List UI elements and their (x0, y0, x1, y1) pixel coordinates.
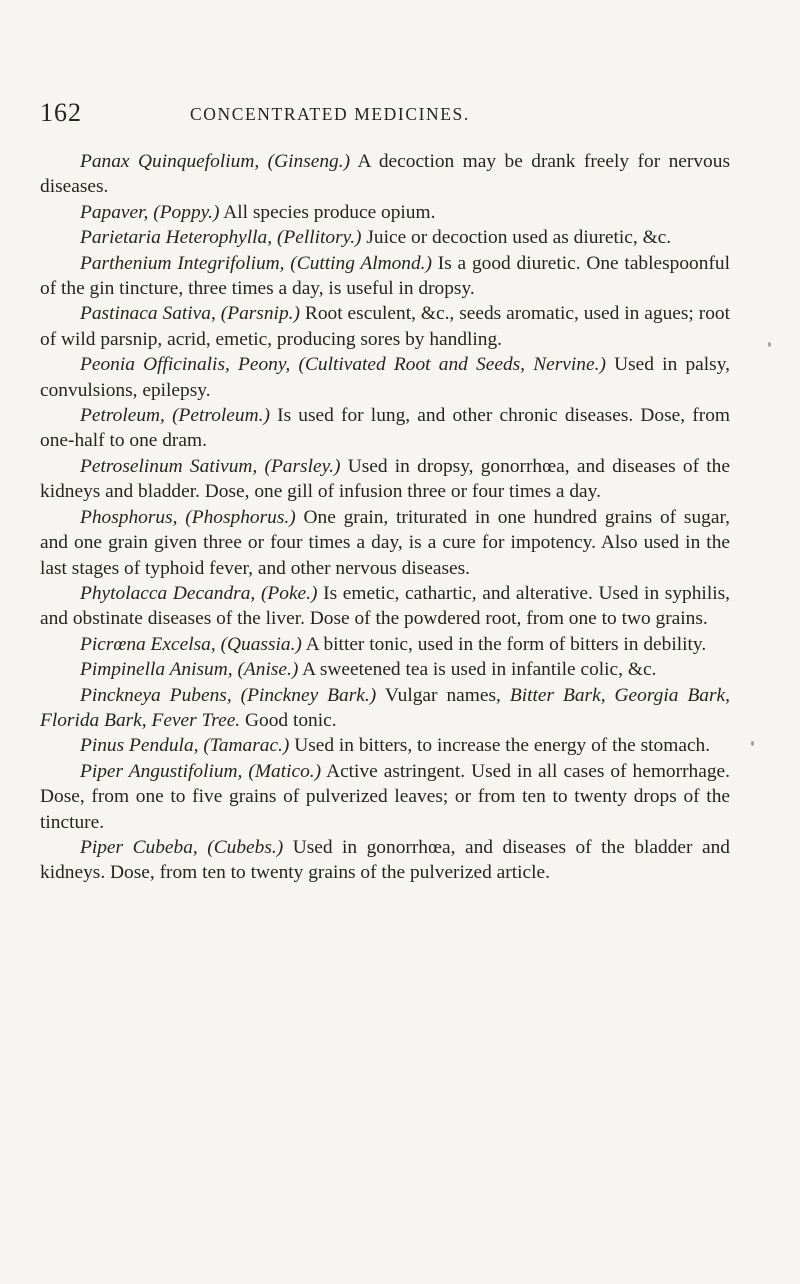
botanical-name: Piper Angustifolium, (80, 760, 243, 782)
botanical-name: Picrœna Excelsa, (80, 633, 216, 655)
common-name: (Parsnip.) (220, 303, 300, 325)
entry-text: Used in dropsy, gonorrhœa, and diseases of the kidneys and bladder. Dose, one gill of infusion three or four times a day. (40, 455, 730, 503)
ink-speck (768, 342, 771, 347)
botanical-name: Pastinaca Sativa, (80, 303, 216, 325)
running-head (0, 98, 800, 134)
botanical-name: Petroleum, (80, 405, 165, 427)
entry-text: Root esculent, &c., seeds aromatic, used in agues; root of wild parsnip, acrid, emetic, producing sores by handling. (40, 303, 730, 350)
botanical-name: Peonia Officinalis, Peony, (80, 354, 291, 376)
vulgar-names: Bitter Bark, Georgia Bark, Florida Bark, Fever Tree. (40, 684, 730, 731)
entry-text: Is used for lung, and other chronic diseases. Dose, from one-half to one dram. (40, 405, 730, 452)
botanical-name: Piper Cubeba, (80, 836, 198, 858)
entry-piper-angustifolium (40, 759, 730, 835)
entry-text: Used in bitters, to increase the energy of the stomach. (294, 735, 711, 757)
botanical-name: Phosphorus, (80, 506, 178, 528)
botanical-name: Pinckneya Pubens, (80, 684, 232, 706)
botanical-name: Pimpinella Anisum, (80, 659, 233, 681)
entry-text: A decoction may be drank freely for nervous diseases. (40, 151, 730, 198)
botanical-name: Papaver, (80, 201, 149, 223)
entry-text: Is emetic, cathartic, and alterative. Used in syphilis, and obstinate diseases of the liver. Dose of the powdered root, from one to two grains. (40, 582, 730, 630)
common-name: (Ginseng.) (267, 151, 351, 172)
common-name: (Petroleum.) (172, 405, 270, 427)
common-name: (Tamarac.) (203, 735, 290, 757)
entry-phytolacca (40, 581, 730, 632)
running-head-title: CONCENTRATED MEDICINES. (190, 104, 470, 124)
entry-text: Is a good diuretic. One tablespoonful of the gin tincture, three times a day, is useful in dropsy. (40, 252, 730, 300)
entry-picraena (40, 632, 730, 657)
common-name: (Cultivated Root and Seeds, Nervine.) (298, 354, 606, 376)
page-number: 162 (40, 98, 82, 127)
common-name: (Poppy.) (153, 201, 220, 223)
entry-text: Used in palsy, convulsions, epilepsy. (40, 354, 730, 401)
common-name: (Pinckney Bark.) (240, 684, 377, 706)
common-name: (Pellitory.) (276, 227, 362, 249)
entry-petroselinum (40, 454, 730, 505)
entry-text: A sweetened tea is used in infantile colic, &c. (302, 659, 657, 681)
botanical-name: Parthenium Integrifolium, (80, 252, 285, 274)
entry-text: Juice or decoction used as diuretic, &c. (366, 227, 672, 249)
entry-pinckneya (40, 683, 730, 734)
common-name: (Parsley.) (264, 455, 341, 477)
entry-pimpinella (40, 657, 730, 682)
botanical-name: Petroselinum Sativum, (80, 455, 258, 477)
entry-text-tail: Good tonic. (245, 709, 337, 731)
entry-panax (40, 149, 730, 200)
common-name: (Phosphorus.) (185, 506, 296, 528)
common-name: (Matico.) (248, 760, 322, 782)
entry-text: Vulgar names, (384, 684, 501, 706)
entry-text: Used in gonorrhœa, and diseases of the bladder and kidneys. Dose, from ten to twenty grains of the pulverized article. (40, 836, 730, 884)
entry-peonia (40, 352, 730, 403)
botanical-name: Pinus Pendula, (80, 735, 199, 757)
entry-parietaria (40, 225, 730, 250)
common-name: (Quassia.) (220, 633, 302, 655)
entry-petroleum (40, 403, 730, 454)
entry-parthenium (40, 251, 730, 302)
entry-piper-cubeba (40, 835, 730, 886)
entry-text: A bitter tonic, used in the form of bitters in debility. (305, 633, 707, 655)
common-name: (Anise.) (237, 659, 299, 681)
botanical-name: Panax Quinquefolium, (80, 151, 260, 172)
entry-phosphorus (40, 505, 730, 581)
entry-text: One grain, triturated in one hundred grains of sugar, and one grain given three or four times a day, is a cure for impotency. Also used in the last stages of typhoid fever, and other nervous diseases. (40, 506, 730, 579)
entry-text: All species produce opium. (223, 201, 436, 223)
entry-text: Active astringent. Used in all cases of hemorrhage. Dose, from one to five grains of pulverized leaves; or from ten to twenty drops of the tincture. (40, 760, 730, 833)
materia-medica-entries (40, 149, 730, 886)
common-name: (Poke.) (260, 582, 318, 604)
botanical-name: Phytolacca Decandra, (80, 582, 256, 604)
entry-pinus (40, 733, 730, 758)
common-name: (Cubebs.) (207, 836, 284, 858)
ink-speck (751, 741, 754, 746)
common-name: (Cutting Almond.) (290, 252, 432, 274)
botanical-name: Parietaria Heterophylla, (80, 227, 273, 249)
entry-papaver (40, 200, 730, 225)
entry-pastinaca (40, 301, 730, 352)
